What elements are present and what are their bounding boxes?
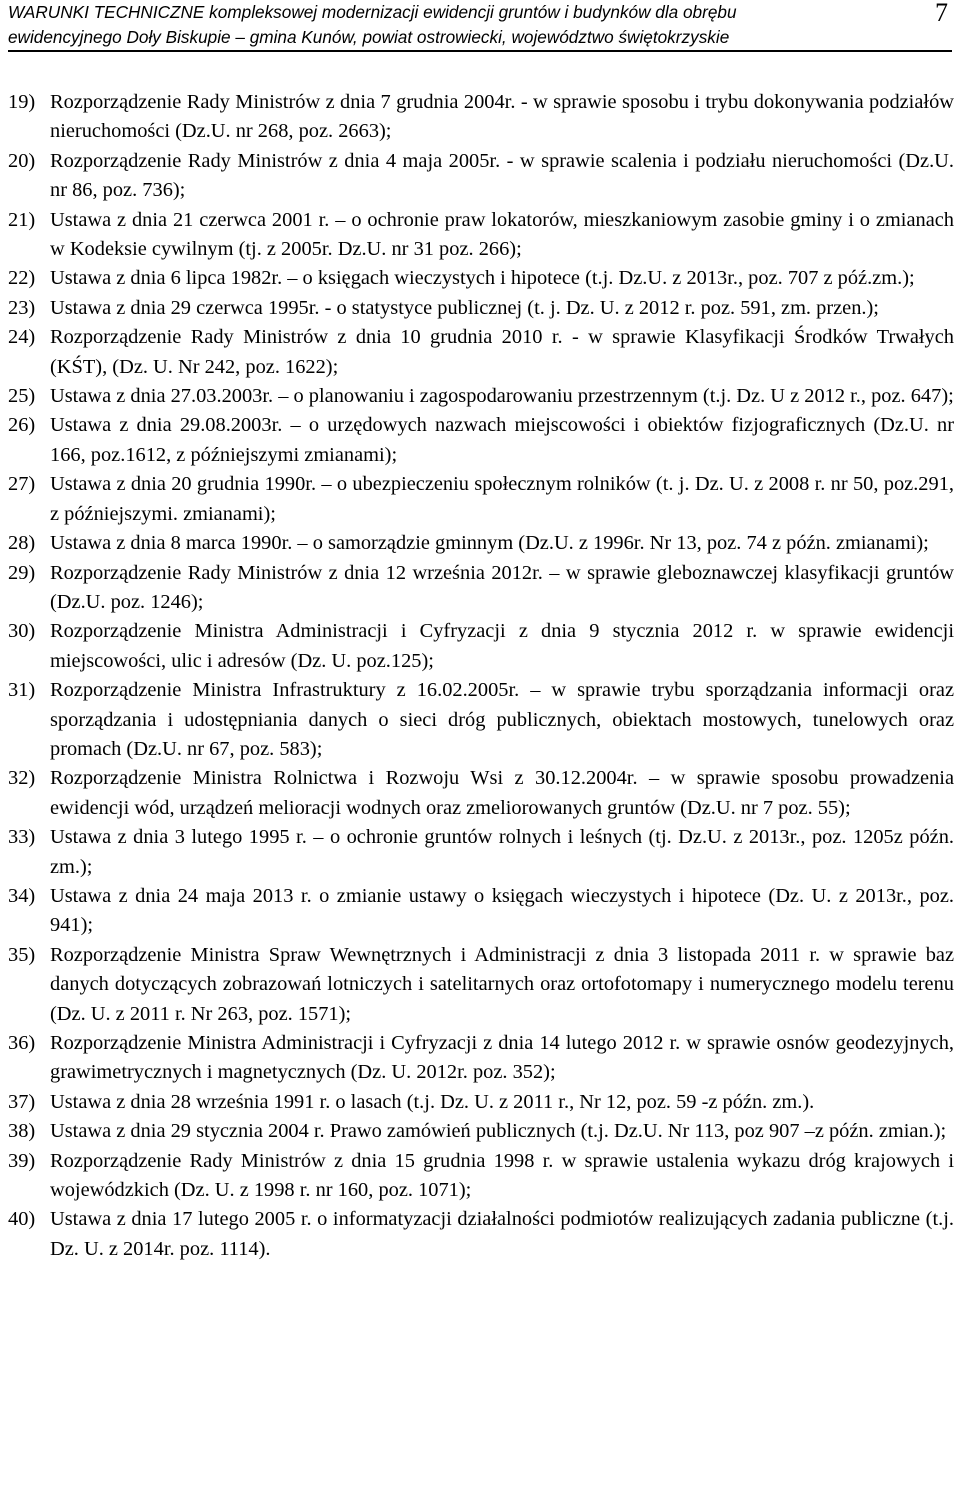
list-item (8, 323, 954, 382)
item-text: Rozporządzenie Rady Ministrów z dnia 15 grudnia 1998 r. w sprawie ustalenia wykazu dróg krajowych i wojewódzkich (Dz. U. z 1998 r. nr 160, poz. 1071); (50, 1149, 954, 1202)
item-number: 22) (8, 267, 36, 290)
item-text: Rozporządzenie Ministra Administracji i Cyfryzacji z dnia 9 stycznia 2012 r. w sprawie ewidencji miejscowości, ulic i adresów (Dz. U. poz.125); (50, 620, 954, 672)
item-number: 37) (8, 1090, 36, 1113)
item-number: 31) (8, 679, 36, 702)
item-number: 39) (8, 1149, 36, 1172)
list-item (8, 529, 954, 558)
list-item (8, 1029, 954, 1088)
item-number: 28) (8, 532, 36, 555)
item-number: 34) (8, 884, 36, 907)
item-number: 35) (8, 943, 36, 966)
item-text: Rozporządzenie Ministra Rolnictwa i Rozwoju Wsi z 30.12.2004r. – w sprawie sposobu prowadzenia ewidencji wód, urządzeń melioracji wodnych oraz zmeliorowanych gruntów (Dz.U. nr 7 poz. 55); (50, 767, 954, 819)
list-item (8, 559, 954, 618)
item-text: Rozporządzenie Ministra Administracji i Cyfryzacji z dnia 14 lutego 2012 r. w sprawie osnów geodezyjnych, grawimetrycznych i magnetycznych (Dz. U. 2012r. poz. 352); (50, 1032, 954, 1084)
item-text: Ustawa z dnia 6 lipca 1982r. – o księgach wieczystych i hipotece (t.j. Dz.U. z 2013r., poz. 707 z póź.zm.); (50, 267, 915, 290)
list-item (8, 411, 954, 470)
page-number: 7 (935, 0, 948, 27)
list-item (8, 1117, 954, 1146)
item-text: Ustawa z dnia 27.03.2003r. – o planowaniu i zagospodarowaniu przestrzennym (t.j. Dz. U z 2012 r., poz. 647); (50, 385, 954, 408)
item-number: 27) (8, 473, 36, 496)
item-number: 32) (8, 767, 36, 790)
list-item (8, 382, 954, 411)
item-text: Ustawa z dnia 21 czerwca 2001 r. – o ochronie praw lokatorów, mieszkaniowym zasobie gminy i o zmianach w Kodeksie cywilnym (tj. z 2005r. Dz.U. nr 31 poz. 266); (50, 208, 954, 261)
header-title-line-2: ewidencyjnego Doły Biskupie – gmina Kunów, powiat ostrowiecki, województwo świętokrzyskie (8, 27, 730, 47)
item-number: 30) (8, 620, 36, 643)
item-text: Ustawa z dnia 3 lutego 1995 r. – o ochronie gruntów rolnych i leśnych (tj. Dz.U. z 2013r., poz. 1205z późn. zm.); (50, 826, 954, 878)
list-item (8, 1147, 954, 1206)
list-item (8, 617, 954, 676)
item-number: 40) (8, 1208, 36, 1231)
list-item (8, 206, 954, 265)
item-number: 20) (8, 149, 36, 172)
item-text: Ustawa z dnia 17 lutego 2005 r. o informatyzacji działalności podmiotów realizujących zadania publiczne (t.j. Dz. U. z 2014r. poz. 1114). (50, 1208, 954, 1260)
item-number: 26) (8, 414, 36, 437)
item-text: Rozporządzenie Rady Ministrów z dnia 7 grudnia 2004r. - w sprawie sposobu i trybu dokonywania podziałów nieruchomości (Dz.U. nr 268, poz. 2663); (50, 91, 954, 143)
item-text: Ustawa z dnia 20 grudnia 1990r. – o ubezpieczeniu społecznym rolników (t. j. Dz. U. z 2008 r. nr 50, poz.291, z późniejszymi. zmianami); (50, 473, 954, 525)
list-item (8, 941, 954, 1029)
list-item (8, 147, 954, 206)
item-text: Ustawa z dnia 28 września 1991 r. o lasach (t.j. Dz. U. z 2011 r., Nr 12, poz. 59 -z późn. zm.). (50, 1090, 815, 1113)
list-item (8, 1088, 954, 1117)
item-number: 24) (8, 326, 36, 349)
list-item (8, 676, 954, 764)
item-text: Rozporządzenie Ministra Spraw Wewnętrznych i Administracji z dnia 3 listopada 2011 r. w sprawie baz danych dotyczących zobrazowań lotniczych i satelitarnych oraz ortofotomapy i numerycznego modelu terenu (Dz. U. z 2011 r. Nr 263, poz. 1571); (50, 943, 954, 1025)
list-item (8, 264, 954, 293)
list-item (8, 294, 954, 323)
item-number: 29) (8, 561, 36, 584)
item-text: Ustawa z dnia 29 czerwca 1995r. - o statystyce publicznej (t. j. Dz. U. z 2012 r. poz. 591, zm. przen.); (50, 296, 879, 319)
item-text: Ustawa z dnia 24 maja 2013 r. o zmianie ustawy o księgach wieczystych i hipotece (Dz. U. z 2013r., poz. 941); (50, 884, 954, 937)
list-item (8, 470, 954, 529)
item-text: Rozporządzenie Ministra Infrastruktury z 16.02.2005r. – w sprawie trybu sporządzania informacji oraz sporządzania i udostępniania danych o sieci dróg publicznych, obiektach mostowych, tunelowych oraz promach (Dz.U. nr 67, poz. 583); (50, 679, 954, 760)
item-number: 38) (8, 1120, 36, 1143)
list-item (8, 882, 954, 941)
list-item (8, 88, 954, 147)
header-title-line-1: WARUNKI TECHNICZNE kompleksowej modernizacji ewidencji gruntów i budynków dla obrębu (8, 2, 737, 22)
list-item (8, 823, 954, 882)
item-text: Ustawa z dnia 8 marca 1990r. – o samorządzie gminnym (Dz.U. z 1996r. Nr 13, poz. 74 z późn. zmianami); (50, 532, 929, 555)
item-number: 25) (8, 385, 36, 408)
list-item (8, 764, 954, 823)
item-number: 19) (8, 91, 36, 113)
item-number: 33) (8, 826, 36, 849)
item-text: Ustawa z dnia 29.08.2003r. – o urzędowych nazwach miejscowości i obiektów fizjograficznych (Dz.U. nr 166, poz.1612, z późniejszymi zmianami); (50, 414, 954, 466)
page-header (8, 0, 952, 52)
item-number: 36) (8, 1032, 36, 1054)
item-text: Ustawa z dnia 29 stycznia 2004 r. Prawo zamówień publicznych (t.j. Dz.U. Nr 113, poz 907 –z późn. zmian.); (50, 1120, 947, 1143)
list-item (8, 1205, 954, 1264)
item-number: 21) (8, 208, 36, 231)
item-text: Rozporządzenie Rady Ministrów z dnia 12 września 2012r. – w sprawie gleboznawczej klasyfikacji gruntów (Dz.U. poz. 1246); (50, 561, 954, 613)
item-text: Rozporządzenie Rady Ministrów z dnia 10 grudnia 2010 r. - w sprawie Klasyfikacji Środków Trwałych (KŚT), (Dz. U. Nr 242, poz. 1622); (50, 326, 954, 378)
legal-acts-list (8, 88, 954, 1264)
item-number: 23) (8, 296, 36, 319)
item-text: Rozporządzenie Rady Ministrów z dnia 4 maja 2005r. - w sprawie scalenia i podziału nieruchomości (Dz.U. nr 86, poz. 736); (50, 149, 954, 202)
